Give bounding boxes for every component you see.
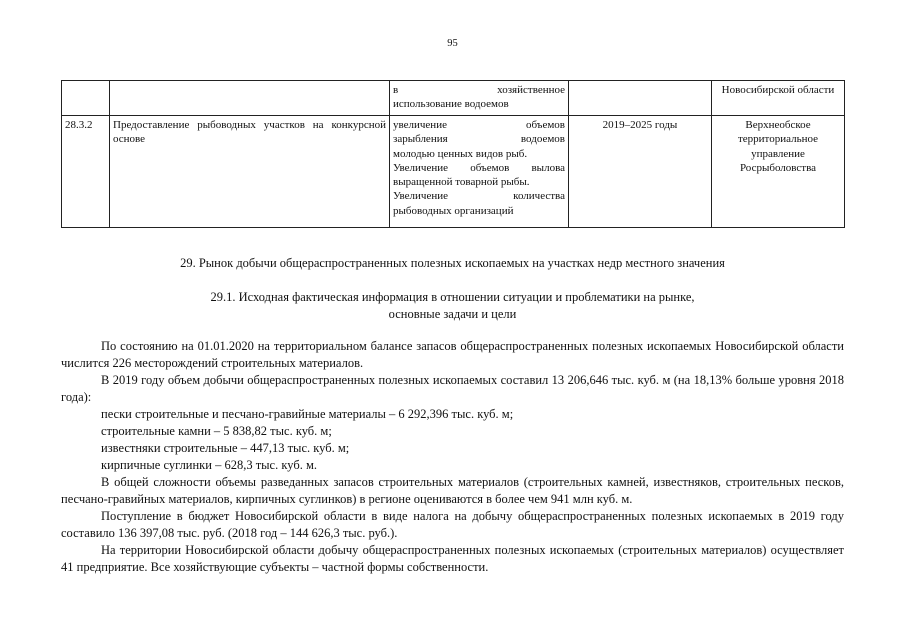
table-row: [62, 116, 845, 228]
result-line: выращенной товарной рыбы.: [393, 176, 530, 189]
cell-result: [390, 81, 569, 116]
cell-executor: Верхнеобское территориальное управление Росрыболовства: [712, 116, 845, 228]
result-line: зарыбления водоемов: [393, 133, 565, 146]
result-line: рыбоводных организаций: [393, 204, 514, 217]
section-title: 29. Рынок добычи общераспространенных полезных ископаемых на участках недр местного значения: [180, 256, 725, 270]
result-line: в хозяйственное: [393, 84, 565, 96]
paragraph: По состоянию на 01.01.2020 на территориальном балансе запасов общераспространенных полезных ископаемых Новосибирской области числится 226 месторождений строительных материалов.: [61, 339, 844, 370]
result-line: использование водоемов: [393, 98, 509, 111]
cell-result: [390, 116, 569, 228]
measures-table: [61, 80, 845, 228]
paragraph: На территории Новосибирской области добычу общераспространенных полезных ископаемых (строительных материалов) осуществляет 41 предприятие. Все хозяйствующие субъекты – частной формы собственности.: [61, 543, 844, 574]
paragraph: В 2019 году объем добычи общераспространенных полезных ископаемых составил 13 206,646 тыс. куб. м (на 18,13% больше уровня 2018 года):: [61, 373, 844, 404]
paragraph: Поступление в бюджет Новосибирской области в виде налога на добычу общераспространенных полезных ископаемых в 2019 году составило 136 397,08 тыс. руб. (2018 год – 144 626,3 тыс. руб.).: [61, 509, 844, 540]
paragraph: В общей сложности объемы разведанных запасов строительных материалов (строительных камней, известняков, строительных песков, песчано-гравийных материалов, кирпичных суглинков) в регионе оцениваются в более чем 941 млн куб. м.: [61, 475, 844, 506]
page-number: 95: [447, 38, 458, 49]
cell-num: [62, 81, 110, 116]
subsection-title-line: 29.1. Исходная фактическая информация в отношении ситуации и проблематики на рынке,: [210, 290, 695, 304]
subsection-title: [0, 289, 905, 323]
table-row: [62, 81, 845, 116]
cell-measure: Предоставление рыбоводных участков на конкурсной основе: [110, 116, 390, 228]
cell-executor: Новосибирской области: [712, 81, 845, 116]
cell-num: 28.3.2: [62, 116, 110, 228]
subsection-title-line: основные задачи и цели: [388, 306, 517, 321]
result-line: Увеличение количества: [393, 190, 565, 203]
list-item: кирпичные суглинки – 628,3 тыс. куб. м.: [101, 458, 317, 472]
cell-measure: [110, 81, 390, 116]
result-line: увеличение объемов: [393, 119, 565, 131]
result-line: молодью ценных видов рыб.: [393, 147, 528, 160]
result-line: Увеличение объемов вылова: [393, 161, 565, 174]
list-item: пески строительные и песчано-гравийные материалы – 6 292,396 тыс. куб. м;: [101, 407, 514, 421]
body-text: [61, 338, 844, 576]
cell-period: [569, 81, 712, 116]
cell-period: 2019–2025 годы: [569, 116, 712, 228]
list-item: строительные камни – 5 838,82 тыс. куб. м;: [101, 424, 332, 438]
list-item: известняки строительные – 447,13 тыс. куб. м;: [101, 441, 350, 455]
